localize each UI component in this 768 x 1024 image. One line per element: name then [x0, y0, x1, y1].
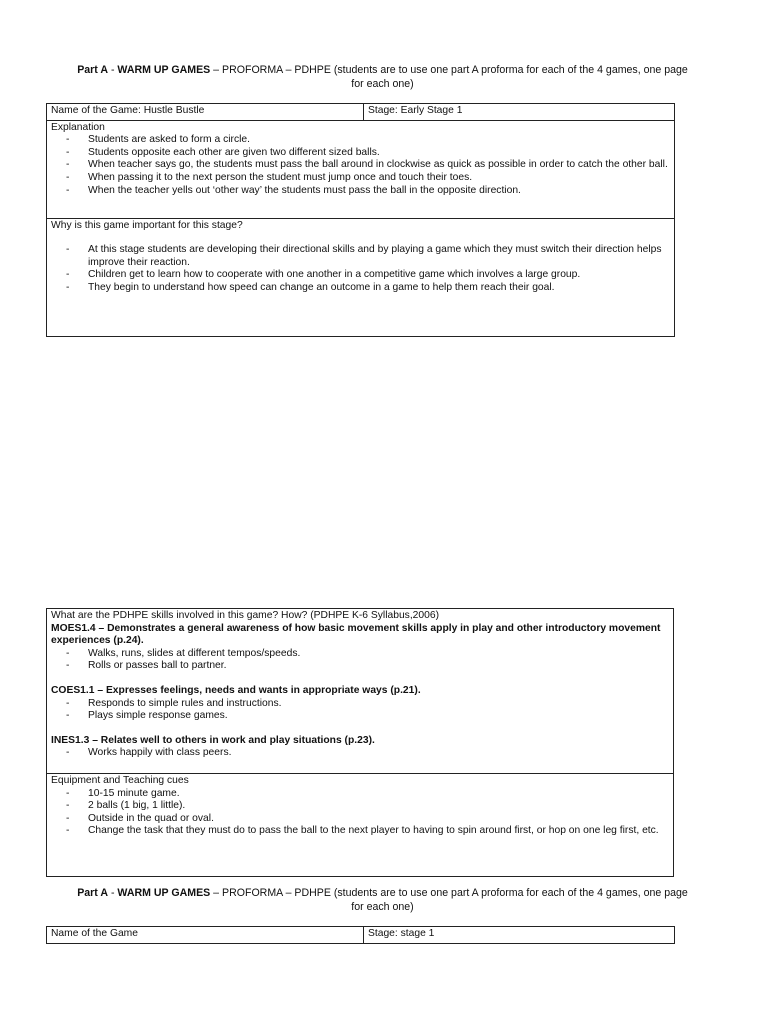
page-heading-top [60, 64, 705, 91]
spacer [51, 232, 670, 244]
list-item: - 2 balls (1 big, 1 little). [51, 800, 669, 813]
heading-part: Part A [77, 887, 108, 899]
list-item: - They begin to understand how speed can change an outcome in a game to help them reach their goal. [51, 282, 670, 295]
outcome-list [51, 698, 669, 723]
game1-proforma-table [46, 103, 675, 337]
explanation-title: Explanation [51, 121, 105, 133]
equipment-title: Equipment and Teaching cues [51, 775, 189, 786]
stage-cell: Stage: Early Stage 1 [364, 104, 675, 121]
heading-sep: - [108, 64, 118, 76]
list-item: - When teacher says go, the students must pass the ball around in clockwise as quick as possible in order to catch the other ball. [51, 159, 670, 172]
outcome-heading: INES1.3 – Relates well to others in work and play situations (p.23). [51, 734, 375, 746]
list-item: - Works happily with class peers. [51, 747, 669, 760]
skills-section [47, 609, 674, 774]
skills-title: What are the PDHPE skills involved in this game? How? (PDHPE K-6 Syllabus,2006) [51, 610, 440, 621]
heading-title: WARM UP GAMES [117, 64, 211, 76]
explanation-list [51, 134, 670, 197]
list-item: - Outside in the quad or oval. [51, 813, 669, 826]
list-item: - Change the task that they must do to pass the ball to the next player to having to spin around first, or hop on one leg first, etc. [51, 825, 669, 838]
skills-equipment-table [46, 608, 674, 877]
spacer [51, 723, 669, 735]
list-item: - At this stage students are developing their directional skills and by playing a game which they must switch their direction helps improve their reaction. [51, 244, 670, 269]
game-name-cell: Name of the Game [47, 927, 364, 944]
list-item: - 10-15 minute game. [51, 788, 669, 801]
list-item: - When the teacher yells out ‘other way’ the students must pass the ball in the opposite direction. [51, 185, 670, 198]
stage-cell: Stage: stage 1 [364, 927, 675, 944]
heading-desc: – PROFORMA – PDHPE (students are to use one part A proforma for each of the 4 games, one page [210, 887, 688, 899]
heading-title: WARM UP GAMES [117, 887, 211, 899]
heading-sep: - [108, 887, 118, 899]
outcome-heading: MOES1.4 – Demonstrates a general awareness of how basic movement skills apply in play and other introductory movement experiences (p.24). [51, 622, 661, 647]
equipment-list [51, 788, 669, 838]
outcome-heading: COES1.1 – Expresses feelings, needs and wants in appropriate ways (p.21). [51, 684, 421, 696]
heading-part: Part A [77, 64, 108, 76]
outcome-list [51, 747, 669, 760]
importance-title: Why is this game important for this stage? [51, 219, 243, 231]
outcome-list [51, 648, 669, 673]
importance-section [47, 218, 675, 336]
explanation-section [47, 120, 675, 218]
list-item: - Plays simple response games. [51, 710, 669, 723]
importance-list [51, 244, 670, 294]
spacer [51, 673, 669, 685]
list-item: - Students opposite each other are given two different sized balls. [51, 147, 670, 160]
heading-desc-line2: for each one) [351, 77, 414, 90]
page-heading-bottom [60, 887, 705, 914]
heading-desc: – PROFORMA – PDHPE (students are to use one part A proforma for each of the 4 games, one page [210, 64, 688, 76]
heading-desc-line2: for each one) [351, 900, 414, 913]
list-item: - Responds to simple rules and instructions. [51, 698, 669, 711]
list-item: - Children get to learn how to cooperate with one another in a competitive game which involves a large group. [51, 269, 670, 282]
list-item: - When passing it to the next person the student must jump once and touch their toes. [51, 172, 670, 185]
equipment-section [47, 774, 674, 877]
game2-proforma-table [46, 926, 675, 944]
list-item: - Students are asked to form a circle. [51, 134, 670, 147]
game-name-cell: Name of the Game: Hustle Bustle [47, 104, 364, 121]
list-item: - Rolls or passes ball to partner. [51, 660, 669, 673]
list-item: - Walks, runs, slides at different tempos/speeds. [51, 648, 669, 661]
